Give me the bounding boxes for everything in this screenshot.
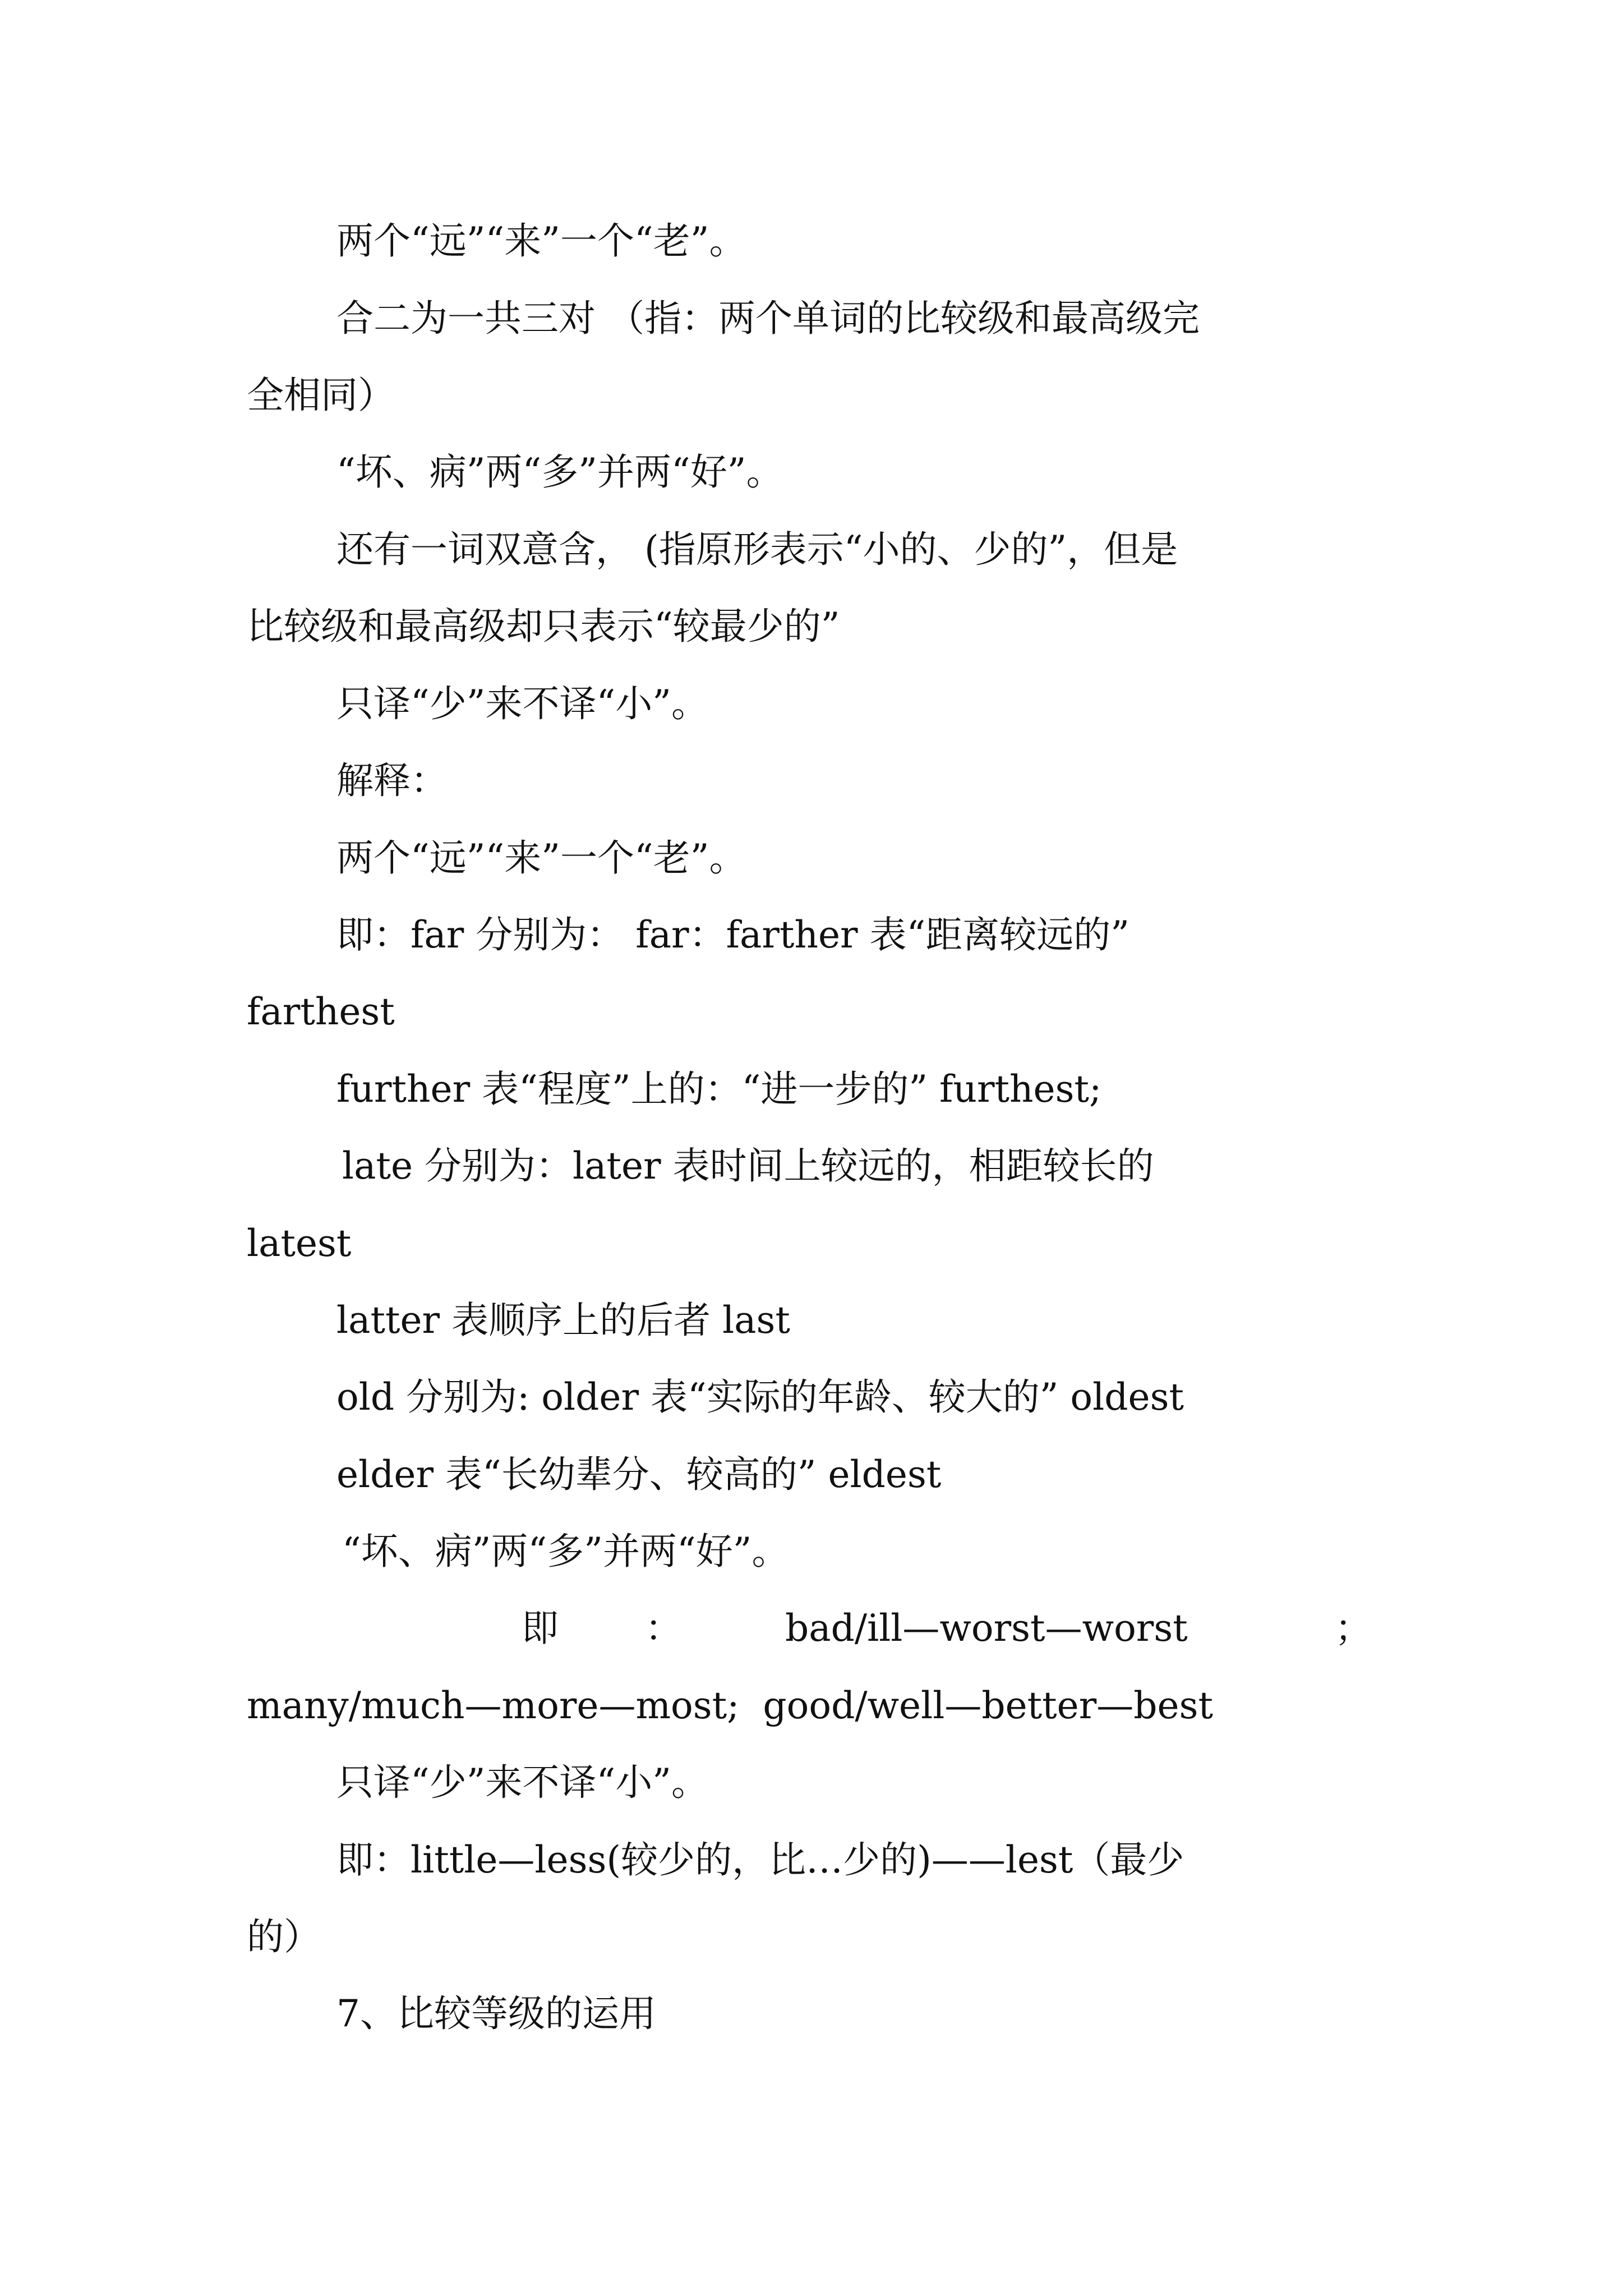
text-line: farthest	[247, 990, 395, 1033]
text-line: 即：far 分别为： far：farther 表“距离较远的”	[336, 913, 1130, 956]
text-line: many/much—more—most; good/well—better—best	[247, 1684, 1213, 1727]
text-line: 比较级和最高级却只表示“较最少的”	[247, 605, 840, 648]
text-line: latter 表顺序上的后者 last	[336, 1299, 790, 1342]
text-line: 只译“少”来不译“小”。	[336, 1761, 708, 1804]
text-line: 两个“远”“来”一个“老”。	[336, 836, 746, 880]
text-line: 的）	[247, 1915, 321, 1958]
text-line: further 表“程度”上的：“进一步的” furthest;	[336, 1068, 1102, 1111]
text-line: “坏、病”两“多”并两“好”。	[336, 450, 783, 494]
text-fragment: 即	[522, 1607, 559, 1650]
text-line: late 分别为：later 表时间上较远的，相距较长的	[342, 1144, 1154, 1188]
text-line: 合二为一共三对 （指：两个单词的比较级和最高级完	[336, 297, 1200, 340]
text-line: old 分别为: older 表“实际的年龄、较大的” oldest	[336, 1375, 1184, 1419]
text-line: 即：little—less(较少的，比…少的)——lest（最少	[336, 1838, 1184, 1881]
text-line: 两个“远”“来”一个“老”。	[336, 219, 746, 263]
text-line: “坏、病”两“多”并两“好”。	[342, 1530, 789, 1573]
text-line: latest	[247, 1222, 352, 1265]
text-line: 还有一词双意含， (指原形表示“小的、少的”，但是	[336, 528, 1178, 571]
text-line: 解释：	[336, 759, 448, 802]
text-line: 全相同）	[247, 374, 395, 417]
text-fragment: ；	[1335, 1607, 1372, 1650]
text-fragment: bad/ill—worst—worst	[785, 1607, 1188, 1650]
text-line: 只译“少”来不译“小”。	[336, 682, 708, 725]
text-line: elder 表“长幼辈分、较高的” eldest	[336, 1453, 942, 1496]
text-line: 7、比较等级的运用	[336, 1992, 656, 2035]
text-fragment: ：	[645, 1607, 682, 1650]
